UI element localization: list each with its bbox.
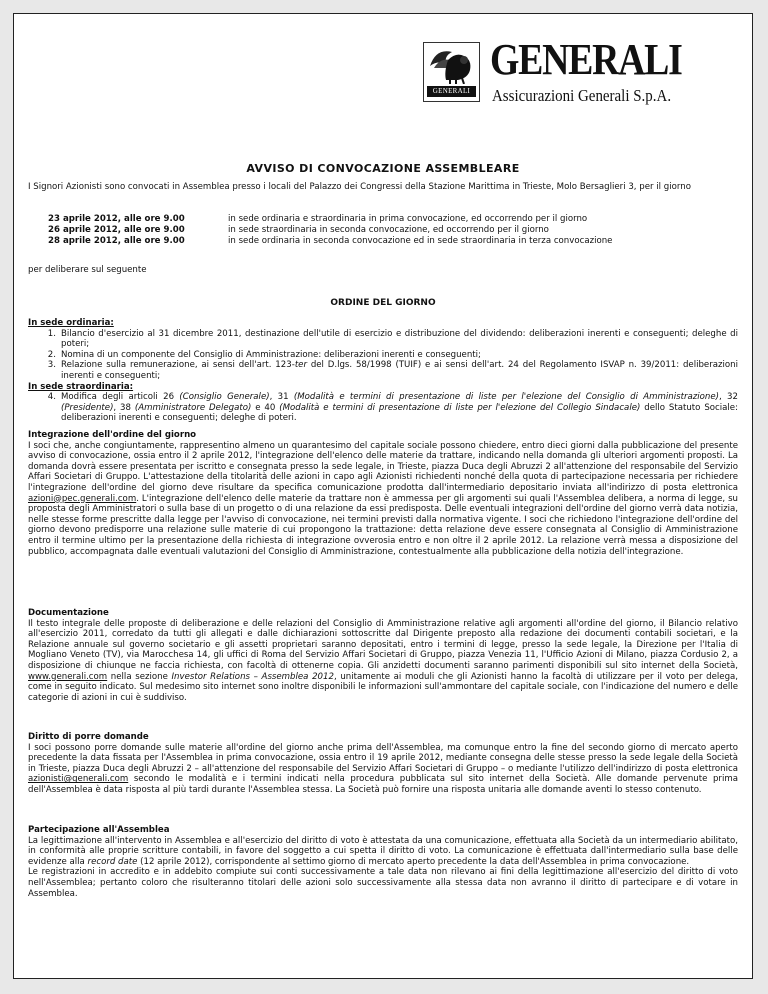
section-body: I soci che, anche congiuntamente, rappresentino almeno un quarantesimo del capitale sociale possono chiedere, entro dieci giorni dalla pubblicazione del presente avviso di convocazione, ossia entro il 2 aprile 2012, l'integrazione dell'elenco delle materie da trattare, indicando nella domanda gli ulteriori argomenti proposti. La domanda dovrà essere presentata per iscritto e consegnata presso la sede legale, in Trieste, piazza Duca degli Abruzzi 2 all'attenzione del responsabile del Servizio Affari Societari di Gruppo. L'attestazione della titolarità delle azioni in capo agli Azionisti richiedenti nonché della quota di partecipazione necessaria per richiedere l'integrazione dell'ordine del giorno deve risultare da specifica comunicazione prodotta dall'intermediario depositario inviata all'indirizzo di posta elettronica azioni@pec.generali.com. L'integrazione dell'elenco delle materie da trattare non è ammessa per gli argomenti sui quali l'Assemblea delibera, a norma di legge, su proposta degli Amministratori o sulla base di un progetto o di una relazione da essi predisposta. Delle eventuali integrazioni dell'ordine del giorno verrà data notizia, nelle stesse forme prescritte dalla legge per l'avviso di convocazione, nei termini previsti dalla normativa vigente. I soci che richiedono l'integrazione dell'ordine del giorno devono predisporre una relazione sulle materie di cui propongono la trattazione: detta relazione deve essere consegnata al Consiglio di Amministrazione entro il termine ultimo per la presentazione della richiesta di integrazione ovverosia entro e non oltre il 2 aprile 2012. La relazione verrà messa a disposizione del pubblico, accompagnata dalle eventuali valutazioni del Consiglio di Amministrazione, contestualmente alla pubblicazione della notizia dell'integrazione. bbox=[28, 440, 738, 557]
meeting-dates bbox=[28, 214, 738, 247]
intro-text: I Signori Azionisti sono convocati in Assemblea presso i locali del Palazzo dei Congressi della Stazione Marittima in Trieste, Molo Bersaglieri 3, per il giorno bbox=[28, 182, 691, 192]
ordinaria-heading: In sede ordinaria: bbox=[28, 318, 114, 328]
section-body: Le registrazioni in accredito e in addebito compiute sui conti successivamente a tale data non rilevano ai fini della legittimazione all'esercizio del diritto di voto nell'Assemblea; pertanto coloro che risulteranno titolari delle azioni solo successivamente alla stessa data non avranno il diritto di partecipare e di votare in Assemblea. bbox=[28, 867, 738, 899]
agenda-item bbox=[28, 329, 738, 350]
page-title: AVVISO DI CONVOCAZIONE ASSEMBLEARE bbox=[246, 162, 520, 175]
straordinaria-heading: In sede straordinaria: bbox=[28, 381, 134, 392]
email-link[interactable]: azioni@pec.generali.com bbox=[28, 493, 137, 504]
meeting-description: in sede straordinaria in seconda convocazione, ed occorrendo per il giorno bbox=[228, 225, 549, 235]
agenda bbox=[28, 318, 738, 424]
section-body: I soci possono porre domande sulle materie all'ordine del giorno anche prima dell'Assemblea, ma comunque entro la fine del secondo giorno di mercato aperto precedente la data fissata per l'Assemblea in prima convocazione, ossia entro il 19 aprile 2012, mediante consegna delle stesse presso la sede legale della Società in Trieste, piazza Duca degli Abruzzi 2 – all'attenzione del responsabile del Servizio Affari Societari di Gruppo – o mediante l'utilizzo dell'indirizzo di posta elettronica azionisti@generali.com secondo le modalità e i termini indicati nella procedura pubblicata sul sito internet della Società. Alle domande pervenute prima dell'Assemblea è data risposta al più tardi durante l'Assemblea stessa. La Società può fornire una risposta unitaria alle domande aventi lo stesso contenuto. bbox=[28, 742, 738, 795]
item-number: 4. bbox=[47, 392, 56, 403]
item-number: 1. bbox=[47, 328, 56, 339]
document-page bbox=[13, 13, 753, 979]
generali-logo bbox=[418, 35, 738, 110]
agenda-item bbox=[28, 360, 738, 381]
section-heading: Partecipazione all'Assemblea bbox=[28, 825, 170, 835]
meeting-date: 28 aprile 2012, alle ore 9.00 bbox=[48, 236, 185, 246]
section-body: Il testo integrale delle proposte di deliberazione e delle relazioni del Consiglio di Amministrazione relative agli argomenti all'ordine del giorno, il Bilancio relativo all'esercizio 2011, corredato da tutti gli allegati e dalle dichiarazioni sottoscritte dal Dirigente preposto alla redazione dei documenti contabili societari, e la Relazione annuale sul governo societario e gli assetti proprietari saranno depositati, entro i termini di legge, presso la sede legale, la Direzione per l'Italia di Mogliano Veneto (TV), via Marocchesa 14, gli uffici di Roma del Servizio Affari Societari di Gruppo, piazza Venezia 11, l'Ufficio Azioni di Milano, piazza Cordusio 2, a disposizione di chiunque ne faccia richiesta, con facoltà di ottenerne copia. Gli anzidetti documenti saranno parimenti disponibili sul sito internet della Società, www.generali.com nella sezione Investor Relations – Assemblea 2012, unitamente ai moduli che gli Azionisti hanno la facoltà di utilizzare per il voto per delega, come in seguito indicato. Sul medesimo sito internet sono inoltre disponibili le informazioni sull'ammontare del capitale sociale, con l'indicazione del numero e delle categorie di azioni in cui è suddiviso. bbox=[28, 618, 739, 703]
meeting-description: in sede ordinaria e straordinaria in prima convocazione, ed occorrendo per il giorno bbox=[228, 214, 588, 224]
company-name: Assicurazioni Generali S.p.A. bbox=[492, 86, 672, 105]
agenda-title: ORDINE DEL GIORNO bbox=[330, 298, 436, 308]
section-heading: Integrazione dell'ordine del giorno bbox=[28, 430, 197, 440]
winged-lion-icon bbox=[428, 46, 476, 84]
date-row bbox=[28, 236, 738, 247]
item-number: 3. bbox=[47, 360, 56, 371]
logo-plate: GENERALI bbox=[427, 86, 476, 97]
meeting-date: 26 aprile 2012, alle ore 9.00 bbox=[48, 225, 185, 235]
item-text: Modifica degli articoli 26 (Consiglio Generale), 31 (Modalità e termini di presentazione di liste per l'elezione del Consiglio di Amministrazione), 32 (Presidente), 38 (Amministratore Delegato) e 40 (Modalità e termini di presentazione di liste per l'elezione del Collegio Sindacale) dello Statuto Sociale: deliberazioni inerenti e conseguenti; deleghe di poteri. bbox=[61, 392, 738, 424]
date-row bbox=[28, 214, 738, 225]
partecipazione-section bbox=[28, 825, 738, 899]
website-link[interactable]: www.generali.com bbox=[28, 671, 108, 682]
lion-emblem bbox=[423, 42, 480, 102]
documentazione-section bbox=[28, 608, 738, 703]
agenda-item bbox=[28, 350, 738, 361]
deliberare-text: per deliberare sul seguente bbox=[28, 265, 147, 275]
meeting-date: 23 aprile 2012, alle ore 9.00 bbox=[48, 214, 185, 224]
section-heading: Documentazione bbox=[28, 608, 109, 618]
item-text: Bilancio d'esercizio al 31 dicembre 2011, destinazione dell'utile di esercizio e distribuzione del dividendo: deliberazioni inerenti e conseguenti; deleghe di poteri; bbox=[61, 328, 738, 350]
section-heading: Diritto di porre domande bbox=[28, 732, 149, 742]
email-link[interactable]: azionisti@generali.com bbox=[28, 774, 129, 785]
section-body: La legittimazione all'intervento in Assemblea e all'esercizio del diritto di voto è attestata da una comunicazione, effettuata alla Società da un intermediario abilitato, in conformità alle proprie scritture contabili, in favore del soggetto a cui spetta il diritto di voto. La comunicazione è effettuata dall'intermediario sulla base delle evidenze alla record date (12 aprile 2012), corrispondente al settimo giorno di mercato aperto precedente la data dell'Assemblea in prima convocazione. bbox=[28, 835, 738, 867]
brand-name: GENERALI bbox=[490, 35, 682, 84]
date-row bbox=[28, 225, 738, 236]
agenda-item bbox=[28, 392, 738, 424]
item-text: Relazione sulla remunerazione, ai sensi dell'art. 123-ter del D.lgs. 58/1998 (TUIF) e ai sensi dell'art. 24 del Regolamento ISVAP n. 39/2011: deliberazioni inerenti e conseguenti; bbox=[61, 360, 739, 381]
meeting-description: in sede ordinaria in seconda convocazione ed in sede straordinaria in terza convocazione bbox=[228, 236, 613, 246]
domande-section bbox=[28, 732, 738, 796]
item-number: 2. bbox=[47, 349, 56, 360]
item-text: Nomina di un componente del Consiglio di Amministrazione: deliberazioni inerenti e conseguenti; bbox=[61, 349, 481, 360]
integrazione-section bbox=[28, 430, 738, 557]
